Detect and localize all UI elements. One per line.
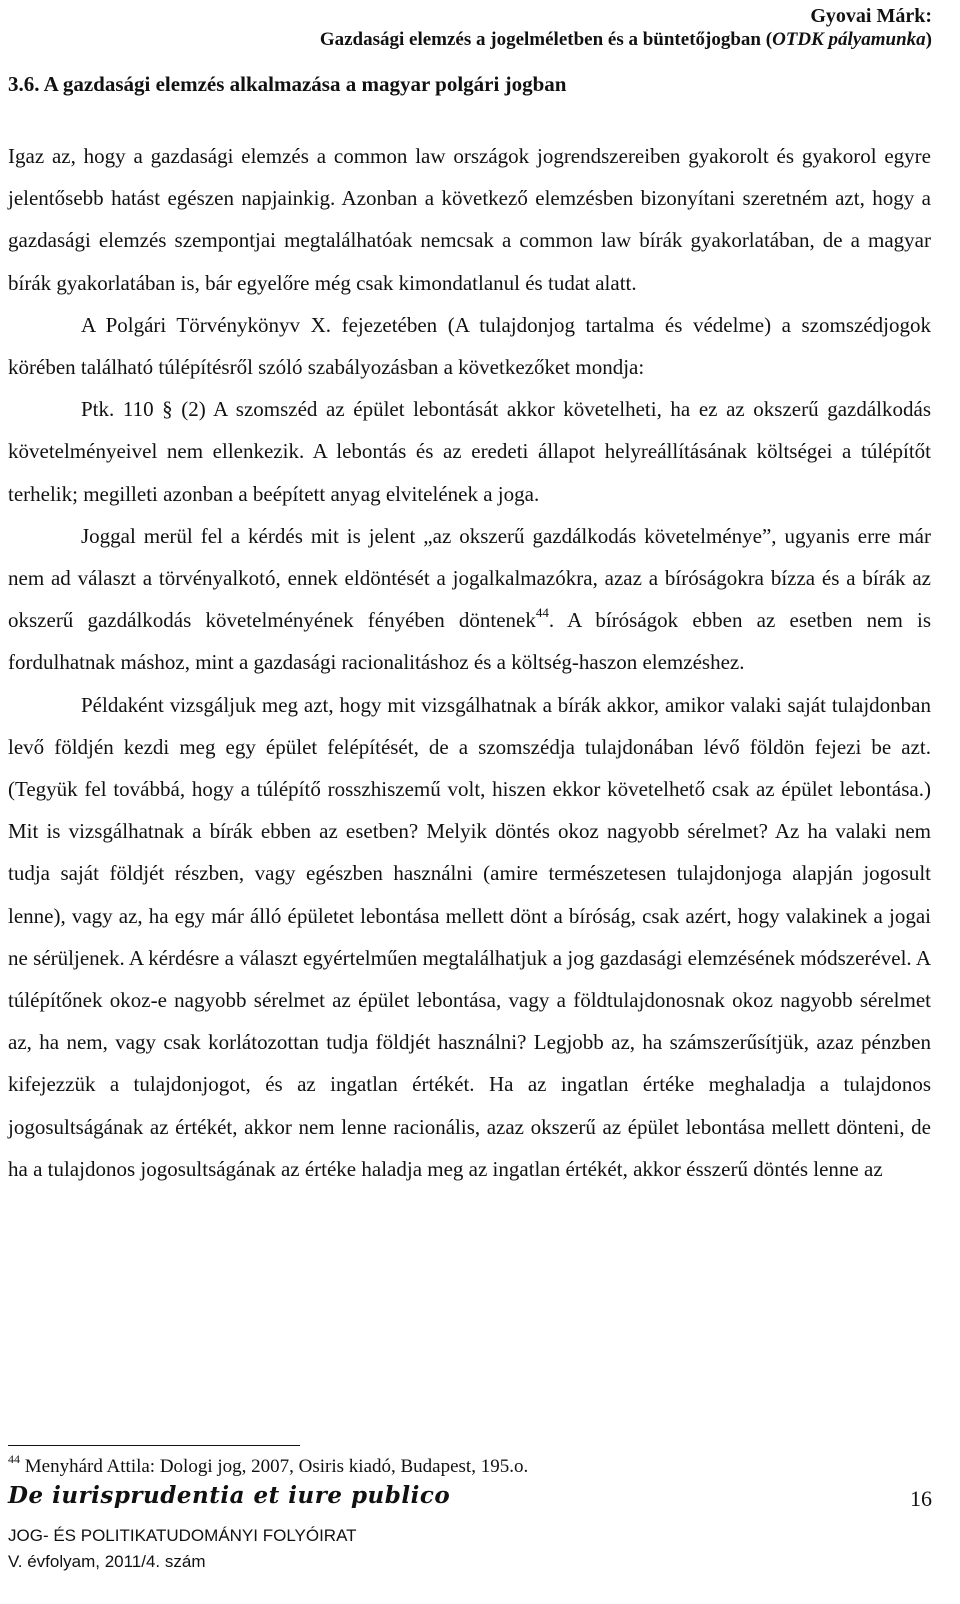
footnote-divider: [8, 1445, 300, 1446]
paragraph-5: Példaként vizsgáljuk meg azt, hogy mit vizsgálhatnak a bírák akkor, amikor valaki saját tulajdonban levő földjén kezdi meg egy épület felépítését, de a szomszédja tulajdonában lévő földön fejezi be azt. (Tegyük fel továbbá, hogy a túlépítő rosszhiszemű volt, hiszen ekkor követelhető csak az épület lebontása.) Mit is vizsgálhatnak a bírák ebben az esetben? Melyik döntés okoz nagyobb sérelmet? Az ha valaki nem tudja saját földjét részben, vagy egészben használni (amire természetesen tulajdonjoga alapján jogosult lenne), vagy az, ha egy már álló épületet lebontása mellett dönt a bíróság, csak azért, hogy valakinek a jogai ne sérüljenek. A kérdésre a választ egyértelműen megtalálhatjuk a jog gazdasági elemzésének módszerével. A túlépítőnek okoz-e nagyobb sérelmet az épület lebontása, vagy a földtulajdonosnak okoz nagyobb sérelmet az, ha nem, vagy csak korlátozottan tudja földjét használni? Legjobb az, ha számszerűsítjük, azaz pénzben kifejezzük a tulajdonjogot, és az ingatlan értékét. Ha az ingatlan értéke meghaladja a tulajdonos jogosultságának az értékét, akkor nem lenne racionális, azaz okszerű az épület lebontása mellett dönteni, de ha a tulajdonos jogosultságának az értéke haladja meg az ingatlan értékét, akkor ésszerű döntés lenne az: [8, 692, 931, 1181]
footnote-reference[interactable]: 44: [535, 605, 549, 621]
journal-volume: V. évfolyam, 2011/4. szám: [8, 1552, 206, 1571]
header-author: Gyovai Márk:: [810, 5, 932, 27]
law-quote-paragraph: Ptk. 110 § (2) A szomszéd az épület lebontását akkor követelheti, ha ez az okszerű gazdálkodás követelményeivel nem ellenkezik. A lebontás és az eredeti állapot helyreállításának költségei a túlépítőt terhelik; megilleti azonban a beépített anyag elvitelének a joga.: [8, 397, 931, 506]
paragraph-4-text-b: . A bíróságok ebben az esetben nem is fordulhatnak máshoz, mint a gazdasági racionalitáshoz és a költség-haszon elemzéshez.: [8, 608, 931, 675]
journal-name: JOG- ÉS POLITIKATUDOMÁNYI FOLYÓIRAT: [8, 1526, 357, 1545]
header-title-close: ): [925, 29, 932, 50]
page-number: 16: [910, 1486, 932, 1511]
footnote-number: 44: [8, 1451, 20, 1466]
footnote-text: Menyhárd Attila: Dologi jog, 2007, Osiris kiadó, Budapest, 195.o.: [20, 1456, 529, 1477]
header-title-regular: Gazdasági elemzés a jogelméletben és a büntetőjogban (: [319, 29, 773, 50]
paragraph-4: [8, 515, 931, 684]
header-title: [320, 28, 932, 52]
section-title: 3.6. A gazdasági elemzés alkalmazása a magyar polgári jogban: [8, 72, 567, 96]
header-title-italic: OTDK pályamunka: [772, 29, 926, 50]
paragraph-4-text-a: Joggal merül fel a kérdés mit is jelent „az okszerű gazdálkodás követelménye”, ugyanis erre már nem ad választ a törvényalkotó, ennek eldöntését a jogalkalmazókra, azaz a bíróságokra bízza és a bírák az okszerű gazdálkodás követelményének fényében döntenek: [8, 523, 931, 633]
paragraph-1: Igaz az, hogy a gazdasági elemzés a common law országok jogrendszereiben gyakorolt és gyakorol egyre jelentősebb hatást egészen napjainkig. Azonban a következő elemzésben bizonyítani szeretném azt, hogy a gazdasági elemzés szempontjai megtalálhatóak nemcsak a common law bírák gyakorlatában, de a magyar bírák gyakorlatában is, bár egyelőre még csak kimondatlanul és tudat alatt.: [8, 144, 931, 295]
page-header: [320, 4, 932, 52]
journal-script-title: De iurisprudentia et iure publico: [8, 1482, 451, 1509]
footnote: [8, 1451, 529, 1478]
body-text: [8, 135, 931, 1190]
paragraph-2: A Polgári Törvénykönyv X. fejezetében (A tulajdonjog tartalma és védelme) a szomszédjogok körében található túlépítésről szóló szabályozásban a következőket mondja:: [8, 312, 931, 380]
